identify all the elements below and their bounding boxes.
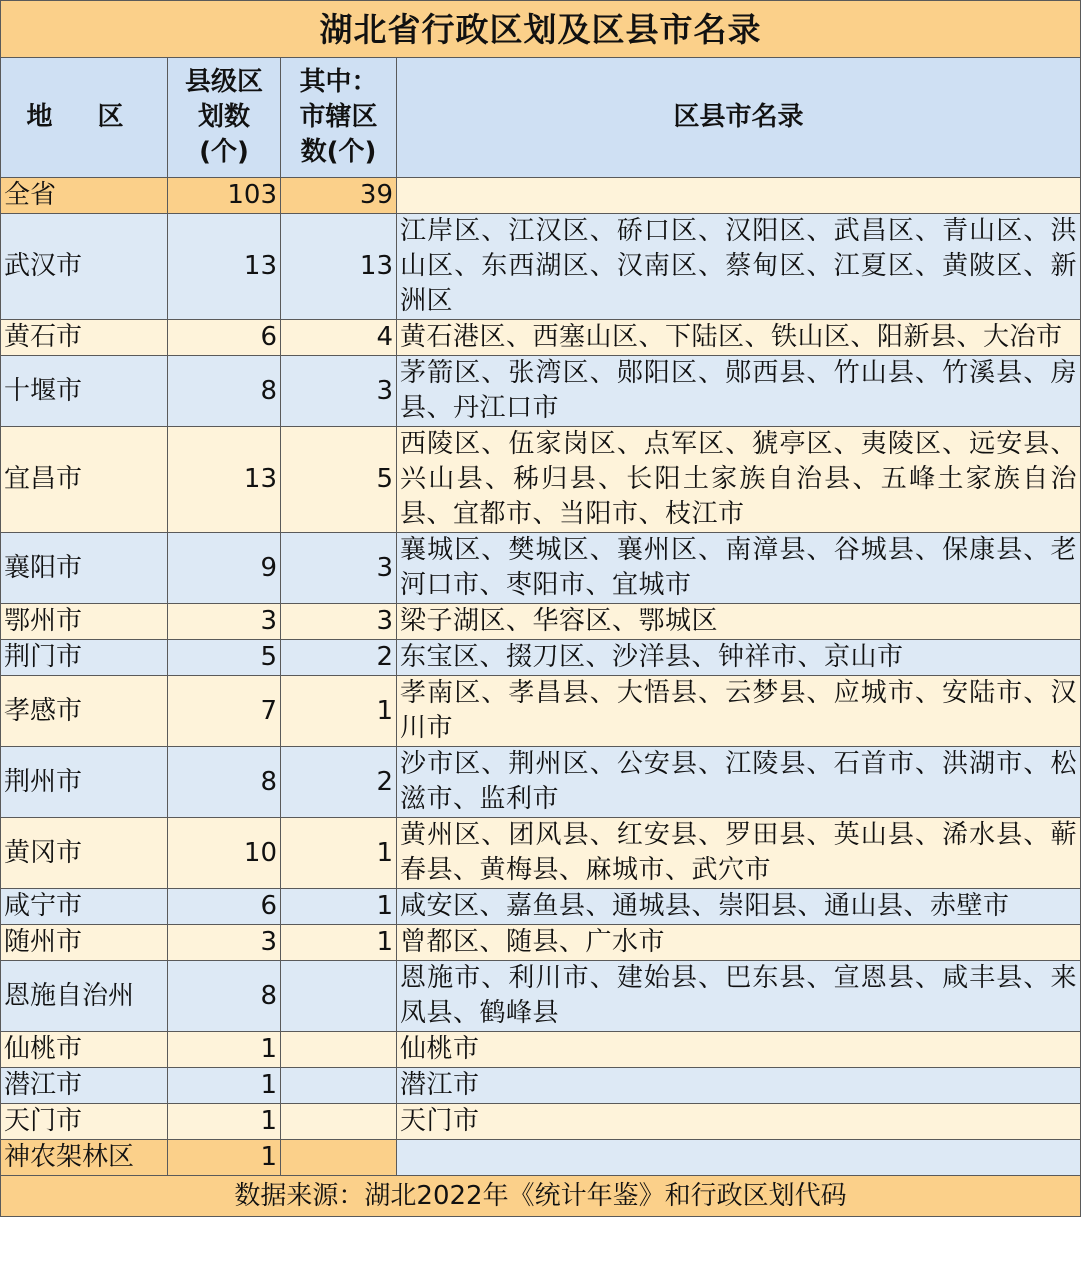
- cell-county-count: 1: [168, 1104, 281, 1140]
- cell-district-count: [281, 961, 397, 1032]
- cell-district-count: 1: [281, 889, 397, 925]
- cell-division-list: 黄州区、团风县、红安县、罗田县、英山县、浠水县、蕲春县、黄梅县、麻城市、武穴市: [397, 818, 1081, 889]
- page-title: 湖北省行政区划及区县市名录: [1, 1, 1081, 58]
- cell-division-list: 梁子湖区、华容区、鄂城区: [397, 604, 1081, 640]
- cell-region: 仙桃市: [1, 1032, 168, 1068]
- cell-region: 鄂州市: [1, 604, 168, 640]
- table-row: [1, 427, 1081, 533]
- cell-county-count: 8: [168, 961, 281, 1032]
- cell-division-list: 曾都区、随县、广水市: [397, 925, 1081, 961]
- table-row: [1, 214, 1081, 320]
- cell-county-count: 5: [168, 640, 281, 676]
- cell-county-count: 1: [168, 1032, 281, 1068]
- table-row: [1, 1068, 1081, 1104]
- cell-region: 孝感市: [1, 676, 168, 747]
- header-district-count-line2: 市辖区: [299, 102, 378, 132]
- cell-district-count: 3: [281, 356, 397, 427]
- table-row: [1, 925, 1081, 961]
- cell-division-list: 天门市: [397, 1104, 1081, 1140]
- table-row: [1, 961, 1081, 1032]
- source-row: [1, 1176, 1081, 1217]
- table-row: [1, 604, 1081, 640]
- cell-county-count: 9: [168, 533, 281, 604]
- data-source-note: 数据来源：湖北2022年《统计年鉴》和行政区划代码: [1, 1176, 1081, 1217]
- cell-division-list: 孝南区、孝昌县、大悟县、云梦县、应城市、安陆市、汉川市: [397, 676, 1081, 747]
- cell-division-list: 黄石港区、西塞山区、下陆区、铁山区、阳新县、大冶市: [397, 320, 1081, 356]
- cell-district-count: 4: [281, 320, 397, 356]
- cell-region: 黄石市: [1, 320, 168, 356]
- cell-county-count: 13: [168, 427, 281, 533]
- header-county-count: [168, 58, 281, 178]
- cell-division-list: 潜江市: [397, 1068, 1081, 1104]
- table-row: [1, 1104, 1081, 1140]
- cell-division-list: 恩施市、利川市、建始县、巴东县、宣恩县、咸丰县、来凤县、鹤峰县: [397, 961, 1081, 1032]
- cell-district-count: 2: [281, 640, 397, 676]
- cell-county-count: 10: [168, 818, 281, 889]
- cell-division-list: [397, 1140, 1081, 1176]
- cell-county-count: 6: [168, 320, 281, 356]
- table-row: [1, 320, 1081, 356]
- table-row: [1, 889, 1081, 925]
- cell-region: 咸宁市: [1, 889, 168, 925]
- cell-division-list: [397, 178, 1081, 214]
- cell-district-count: 1: [281, 818, 397, 889]
- title-row: [1, 1, 1081, 58]
- cell-district-count: [281, 1140, 397, 1176]
- cell-region: 潜江市: [1, 1068, 168, 1104]
- table-row: [1, 640, 1081, 676]
- cell-region: 武汉市: [1, 214, 168, 320]
- cell-division-list: 仙桃市: [397, 1032, 1081, 1068]
- table-row: [1, 356, 1081, 427]
- cell-county-count: 8: [168, 747, 281, 818]
- cell-district-count: [281, 1068, 397, 1104]
- table-row: [1, 676, 1081, 747]
- cell-division-list: 西陵区、伍家岗区、点军区、猇亭区、夷陵区、远安县、兴山县、秭归县、长阳土家族自治县、五峰土家族自治县、宜都市、当阳市、枝江市: [397, 427, 1081, 533]
- table-row: [1, 1032, 1081, 1068]
- cell-district-count: [281, 1104, 397, 1140]
- cell-district-count: 3: [281, 533, 397, 604]
- cell-county-count: 13: [168, 214, 281, 320]
- cell-region: 随州市: [1, 925, 168, 961]
- table-row: [1, 178, 1081, 214]
- cell-district-count: 1: [281, 676, 397, 747]
- cell-region: 荆州市: [1, 747, 168, 818]
- cell-region: 恩施自治州: [1, 961, 168, 1032]
- header-county-count-line1: 县级区: [184, 67, 263, 97]
- table-row: [1, 818, 1081, 889]
- header-list: 区县市名录: [397, 58, 1081, 178]
- table-row: [1, 747, 1081, 818]
- cell-division-list: 江岸区、江汉区、硚口区、汉阳区、武昌区、青山区、洪山区、东西湖区、汉南区、蔡甸区、江夏区、黄陂区、新洲区: [397, 214, 1081, 320]
- header-district-count-line1: 其中：: [299, 67, 378, 97]
- cell-region: 十堰市: [1, 356, 168, 427]
- cell-county-count: 3: [168, 604, 281, 640]
- cell-region: 荆门市: [1, 640, 168, 676]
- cell-division-list: 沙市区、荆州区、公安县、江陵县、石首市、洪湖市、松滋市、监利市: [397, 747, 1081, 818]
- cell-county-count: 8: [168, 356, 281, 427]
- header-district-count: [281, 58, 397, 178]
- cell-district-count: 3: [281, 604, 397, 640]
- header-region: 地 区: [1, 58, 168, 178]
- cell-district-count: [281, 1032, 397, 1068]
- cell-division-list: 茅箭区、张湾区、郧阳区、郧西县、竹山县、竹溪县、房县、丹江口市: [397, 356, 1081, 427]
- cell-division-list: 东宝区、掇刀区、沙洋县、钟祥市、京山市: [397, 640, 1081, 676]
- cell-county-count: 7: [168, 676, 281, 747]
- cell-county-count: 1: [168, 1140, 281, 1176]
- cell-region: 全省: [1, 178, 168, 214]
- cell-district-count: 39: [281, 178, 397, 214]
- cell-district-count: 1: [281, 925, 397, 961]
- header-row: [1, 58, 1081, 178]
- cell-county-count: 103: [168, 178, 281, 214]
- cell-district-count: 5: [281, 427, 397, 533]
- table-row: [1, 533, 1081, 604]
- header-county-count-line2: 划数: [197, 102, 250, 132]
- cell-region: 天门市: [1, 1104, 168, 1140]
- cell-division-list: 襄城区、樊城区、襄州区、南漳县、谷城县、保康县、老河口市、枣阳市、宜城市: [397, 533, 1081, 604]
- cell-county-count: 6: [168, 889, 281, 925]
- header-county-count-line3: (个): [199, 137, 249, 167]
- cell-division-list: 咸安区、嘉鱼县、通城县、崇阳县、通山县、赤壁市: [397, 889, 1081, 925]
- cell-region: 宜昌市: [1, 427, 168, 533]
- cell-region: 黄冈市: [1, 818, 168, 889]
- table-row: [1, 1140, 1081, 1176]
- cell-county-count: 3: [168, 925, 281, 961]
- cell-region: 襄阳市: [1, 533, 168, 604]
- cell-district-count: 13: [281, 214, 397, 320]
- cell-region: 神农架林区: [1, 1140, 168, 1176]
- header-district-count-line3: 数(个): [300, 137, 377, 167]
- cell-county-count: 1: [168, 1068, 281, 1104]
- cell-district-count: 2: [281, 747, 397, 818]
